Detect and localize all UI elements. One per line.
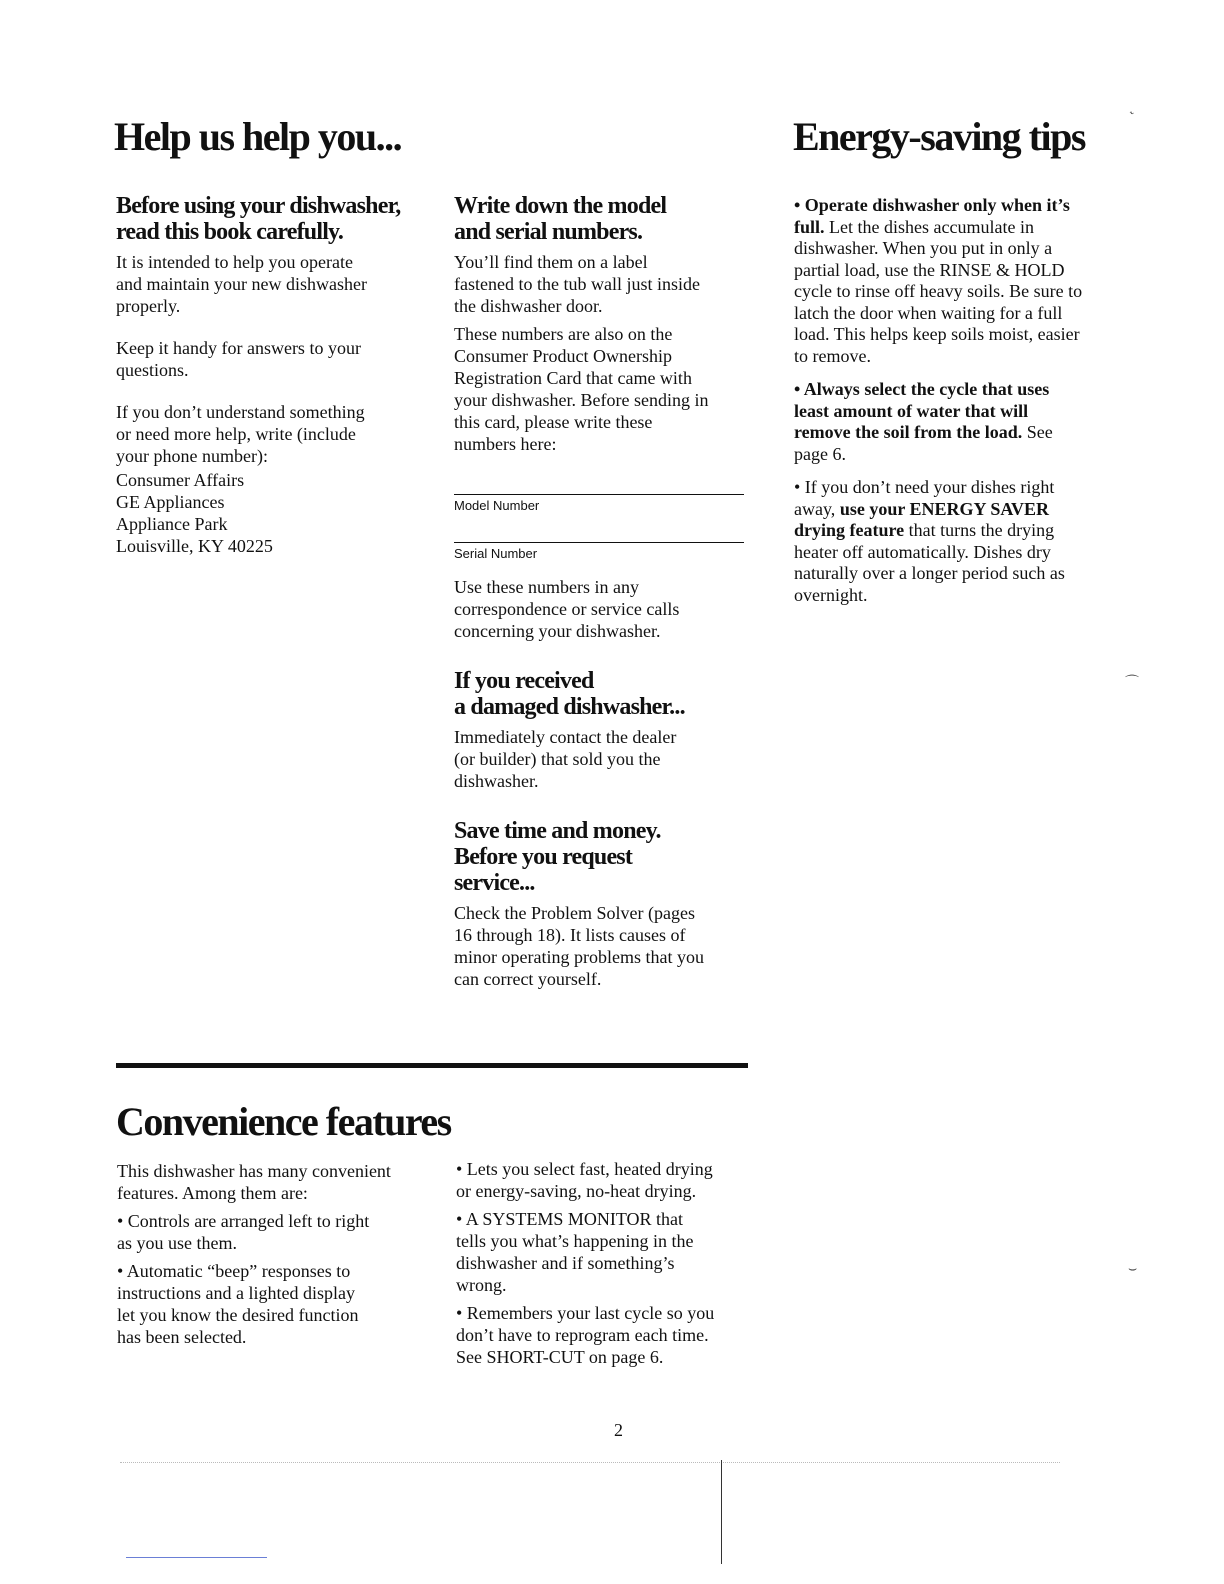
keep-handy-paragraph: Keep it handy for answers to your questions.: [116, 338, 361, 380]
registration-card-paragraph: These numbers are also on the Consumer Product Ownership Registration Card that came with your dishwasher. Before sending in this card, please write these numbers here:: [454, 324, 709, 454]
scan-blue-line: [126, 1557, 267, 1558]
scan-speck-top: ˞: [1130, 106, 1135, 121]
tip-energy-saver: • If you don’t need your dishes right away, use your ENERGY SAVER drying feature that turns the drying heater off automatically. Dishes dry naturally over a longer period such as overnight.: [794, 477, 1065, 605]
label-location-paragraph: You’ll find them on a label fastened to the tub wall just inside the dishwasher door.: [454, 252, 700, 316]
consumer-affairs-address: Consumer Affairs GE Appliances Appliance Park Louisville, KY 40225: [116, 470, 273, 556]
scan-speck-bottom: ⌣: [1128, 1262, 1138, 1277]
write-down-heading: Write down the model and serial numbers.: [454, 193, 667, 245]
section-divider: [116, 1063, 748, 1068]
bullet-systems-monitor: • A SYSTEMS MONITOR that tells you what’s happening in the dishwasher and if something’s wrong.: [456, 1209, 694, 1295]
page-number: 2: [614, 1420, 623, 1440]
convenience-title: Convenience features: [116, 1099, 451, 1144]
column-help: [116, 193, 436, 557]
damaged-heading: If you received a damaged dishwasher...: [454, 668, 685, 720]
bullet-drying: • Lets you select fast, heated drying or energy-saving, no-heat drying.: [456, 1159, 713, 1201]
problem-solver-paragraph: Check the Problem Solver (pages 16 through 18). It lists causes of minor operating problems that you can correct yourself.: [454, 903, 704, 989]
tip-select-cycle: • Always select the cycle that uses least amount of water that will remove the soil from the load. See page 6.: [794, 379, 1053, 464]
serial-number-field: [454, 542, 744, 561]
bullet-controls: • Controls are arranged left to right as you use them.: [117, 1211, 370, 1253]
help-us-title: Help us help you...: [114, 114, 402, 159]
tip-full-load: • Operate dishwasher only when it’s full. Let the dishes accumulate in dishwasher. When you put in only a partial load, use the RINSE & HOLD cycle to rinse off heavy soils. Be sure to latch the door when waiting for a full load. This helps keep soils moist, easier to remove.: [794, 195, 1083, 366]
before-using-heading: Before using your dishwasher, read this book carefully.: [116, 193, 401, 245]
bullet-remembers-cycle: • Remembers your last cycle so you don’t have to reprogram each time. See SHORT-CUT on page 6.: [456, 1303, 715, 1367]
bullet-beep: • Automatic “beep” responses to instructions and a lighted display let you know the desired function has been selected.: [117, 1261, 359, 1347]
column-model-serial: [454, 193, 754, 455]
convenience-col-left: [117, 1160, 437, 1348]
convenience-intro: This dishwasher has many convenient features. Among them are:: [117, 1161, 391, 1203]
serial-number-label: Serial Number: [454, 546, 538, 561]
convenience-col-right: [456, 1158, 756, 1368]
column-model-serial-lower: [454, 576, 754, 990]
need-help-paragraph: If you don’t understand something or need more help, write (include your phone number):: [116, 402, 365, 466]
energy-saving-title: Energy-saving tips: [793, 114, 1085, 159]
save-time-heading: Save time and money. Before you request service...: [454, 818, 661, 896]
column-energy-tips: [794, 195, 1086, 606]
scan-speck-middle: ⌒: [1125, 676, 1139, 691]
scan-vertical-mark: [721, 1460, 722, 1564]
scan-dotted-line: [120, 1462, 1060, 1463]
use-numbers-paragraph: Use these numbers in any correspondence or service calls concerning your dishwasher.: [454, 577, 680, 641]
model-number-label: Model Number: [454, 498, 540, 513]
damaged-paragraph: Immediately contact the dealer (or builder) that sold you the dishwasher.: [454, 727, 677, 791]
model-number-field: [454, 494, 744, 513]
intended-paragraph: It is intended to help you operate and maintain your new dishwasher properly.: [116, 252, 367, 316]
